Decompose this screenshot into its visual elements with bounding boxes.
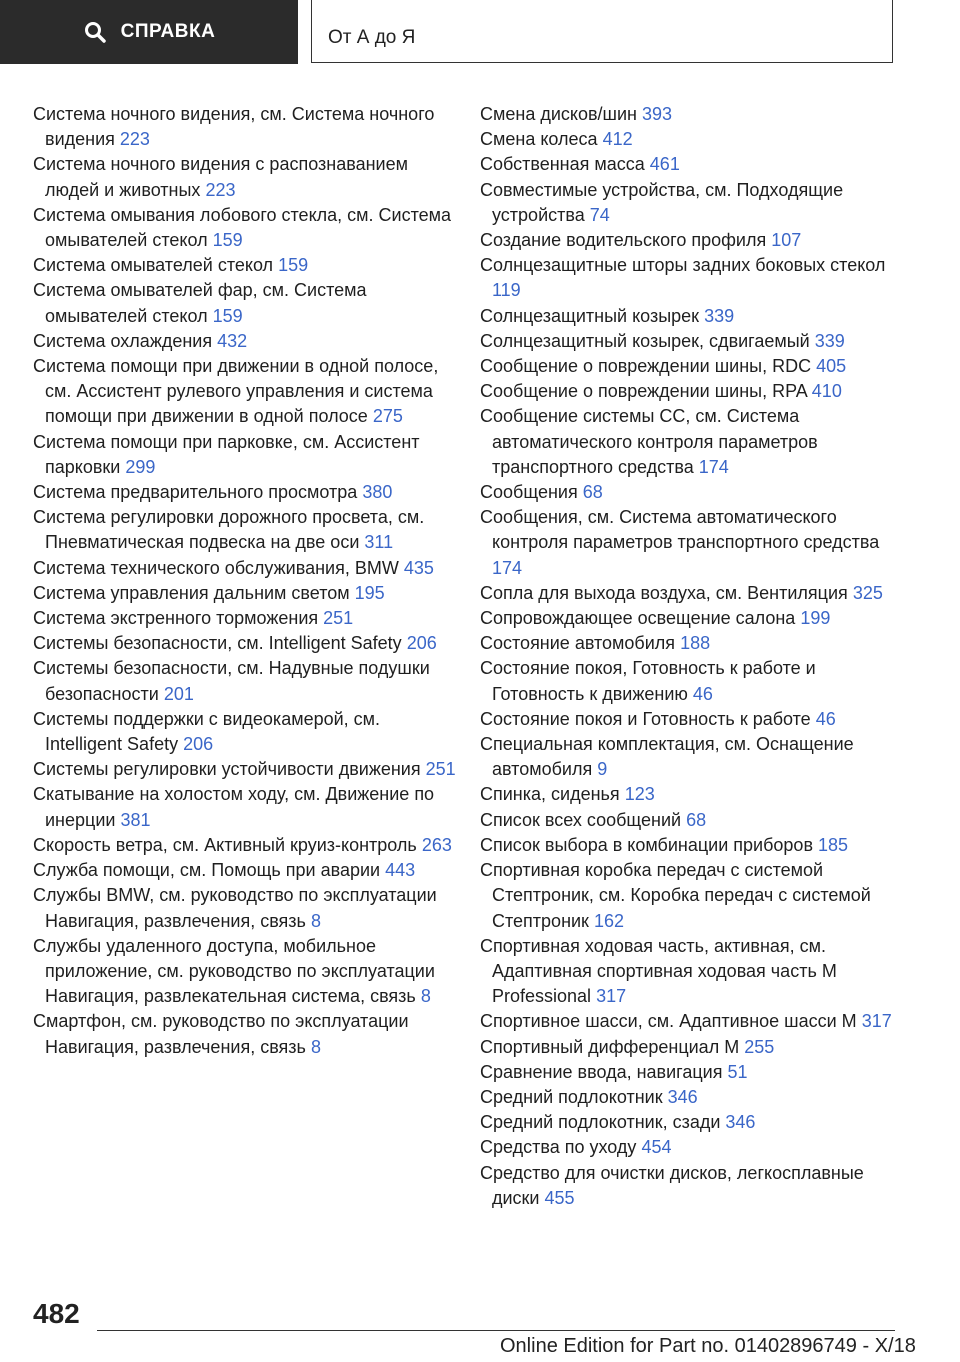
- index-entry: [33, 329, 461, 354]
- search-icon: [83, 20, 107, 44]
- index-entry-text: Список выбора в комбинации приборов: [480, 834, 814, 855]
- index-entry-text: Создание водительского профиля: [480, 230, 767, 251]
- index-entry-text: Совместимые устройства, см. Подходящие устройства: [480, 179, 844, 225]
- index-entry: [480, 934, 900, 1010]
- page-link[interactable]: 223: [119, 129, 150, 150]
- page-link[interactable]: 206: [183, 734, 214, 755]
- page-link[interactable]: 410: [811, 381, 842, 402]
- index-entry-text: Система ночного видения, см. Система ночного видения: [33, 104, 435, 150]
- page-link[interactable]: 251: [323, 608, 354, 629]
- index-entry: [33, 430, 461, 480]
- index-entry-text: Служба помощи, см. Помощь при аварии: [33, 860, 381, 881]
- page-link[interactable]: 185: [818, 834, 849, 855]
- index-entry: [480, 631, 900, 656]
- page-link[interactable]: 380: [362, 482, 393, 503]
- index-entry: [33, 833, 461, 858]
- page-link[interactable]: 206: [406, 633, 437, 654]
- index-entry: [33, 656, 461, 706]
- index-entry-text: Система предварительного просмотра: [33, 482, 358, 503]
- index-entry-text: Системы безопасности, см. Intelligent Safety: [33, 633, 402, 654]
- index-entry-text: Солнцезащитные шторы задних боковых стекол: [480, 255, 886, 276]
- index-entry: [480, 329, 900, 354]
- index-entry: [33, 1009, 461, 1059]
- index-entry-text: Системы безопасности, см. Надувные подушки безопасности: [33, 658, 430, 704]
- index-entry: [33, 102, 461, 152]
- page-link[interactable]: 195: [354, 582, 385, 603]
- index-entry: [480, 127, 900, 152]
- index-entry: [33, 556, 461, 581]
- page-link[interactable]: 162: [593, 910, 624, 931]
- index-entry-text: Система омывателей фар, см. Система омывателей стекол: [33, 280, 367, 326]
- index-entry: [33, 253, 461, 278]
- index-entry: [33, 757, 461, 782]
- index-entry: [33, 631, 461, 656]
- index-entry: [480, 404, 900, 480]
- index-entry-text: Скатывание на холостом ходу, см. Движение по инерции: [33, 784, 435, 830]
- page-link[interactable]: 9: [597, 759, 608, 780]
- page-link[interactable]: 405: [816, 356, 847, 377]
- index-entry: [480, 833, 900, 858]
- index-entry-text: Смена дисков/шин: [480, 104, 637, 124]
- index-entry-text: Солнцезащитный козырек: [480, 305, 700, 326]
- index-entry-text: Солнцезащитный козырек, сдвигаемый: [480, 330, 810, 351]
- index-entry: [480, 732, 900, 782]
- index-entry: [480, 505, 900, 581]
- page-link[interactable]: 123: [624, 784, 655, 805]
- index-entry: [480, 152, 900, 177]
- page-link[interactable]: 159: [212, 230, 243, 251]
- index-entry: [480, 1085, 900, 1110]
- index-entry-text: Средство для очистки дисков, легкосплавные диски: [480, 1162, 864, 1208]
- index-entry-text: Состояние покоя и Готовность к работе: [480, 708, 811, 729]
- page-link[interactable]: 311: [364, 532, 394, 553]
- page-link[interactable]: 68: [582, 482, 603, 503]
- index-column-left: [33, 102, 461, 1060]
- index-column-right: [480, 102, 900, 1211]
- index-entry-text: Состояние покоя, Готовность к работе и Готовность к движению: [480, 658, 816, 704]
- index-entry: [33, 505, 461, 555]
- page-link[interactable]: 317: [861, 1011, 892, 1032]
- index-entry: [33, 707, 461, 757]
- index-entry: [480, 606, 900, 631]
- top-bar: [0, 0, 960, 66]
- index-entry-text: Спортивная ходовая часть, активная, см. Адаптивная спортивная ходовая часть M Professional: [480, 935, 837, 1007]
- index-entry: [480, 782, 900, 807]
- page-link[interactable]: 435: [403, 557, 434, 578]
- index-entry-text: Сообщения: [480, 482, 578, 503]
- index-entry-text: Средства по уходу: [480, 1137, 637, 1158]
- page-link[interactable]: 107: [771, 230, 802, 251]
- footer-edition: Online Edition for Part no. 01402896749 - X/18: [500, 1335, 916, 1357]
- index-entry: [480, 480, 900, 505]
- index-entry: [33, 883, 461, 933]
- page-link[interactable]: 159: [212, 305, 243, 326]
- index-entry: [33, 782, 461, 832]
- breadcrumb[interactable]: [311, 0, 893, 63]
- index-entry-text: Спинка, сиденья: [480, 784, 620, 805]
- index-entry-text: Список всех сообщений: [480, 809, 682, 830]
- page-link[interactable]: 8: [420, 986, 431, 1007]
- page-link[interactable]: 381: [120, 809, 151, 830]
- page-link[interactable]: 201: [163, 683, 194, 704]
- index-entry-text: Система охлаждения: [33, 330, 213, 351]
- index-entry-text: Система технического обслуживания, BMW: [33, 557, 399, 578]
- index-entry: [480, 102, 900, 127]
- page-link[interactable]: 393: [642, 104, 673, 124]
- page-link[interactable]: 346: [725, 1112, 756, 1133]
- page-link[interactable]: 461: [649, 154, 680, 175]
- index-entry: [480, 228, 900, 253]
- index-entry-text: Сообщения, см. Система автоматического контроля параметров транспортного средства: [480, 507, 880, 553]
- index-entry-text: Спортивная коробка передач с системой Стептроник, см. Коробка передач с системой Стептроник: [480, 860, 871, 931]
- page-link[interactable]: 174: [492, 557, 523, 578]
- page-link[interactable]: 8: [310, 1036, 321, 1057]
- index-entry-text: Система регулировки дорожного просвета, см. Пневматическая подвеска на две оси: [33, 507, 425, 553]
- index-entry-text: Система ночного видения с распознаванием людей и животных: [33, 154, 408, 200]
- page-link[interactable]: 188: [680, 633, 711, 654]
- page-link[interactable]: 346: [667, 1086, 698, 1107]
- index-entry-text: Система экстренного торможения: [33, 608, 319, 629]
- page-link[interactable]: 199: [800, 608, 831, 629]
- index-entry-text: Скорость ветра, см. Активный круиз-контроль: [33, 834, 417, 855]
- index-entry-text: Сравнение ввода, навигация: [480, 1061, 723, 1082]
- page-link[interactable]: 454: [641, 1137, 672, 1158]
- help-tab[interactable]: [0, 0, 298, 64]
- index-entry-text: Сообщение системы CC, см. Система автоматического контроля параметров транспортного средства: [480, 406, 818, 477]
- page-link[interactable]: 339: [814, 330, 845, 351]
- index-entry: [33, 354, 461, 430]
- index-entry-text: Собственная масса: [480, 154, 645, 175]
- page-link[interactable]: 74: [589, 204, 610, 225]
- index-entry: [33, 480, 461, 505]
- index-entry-text: Система помощи при парковке, см. Ассистент парковки: [33, 431, 420, 477]
- index-entry: [480, 581, 900, 606]
- index-entry-text: Службы BMW, см. руководство по эксплуатации Навигация, развлечения, связь: [33, 885, 437, 931]
- footer-divider: [97, 1330, 895, 1331]
- index-entry-text: Средний подлокотник, сзади: [480, 1112, 721, 1133]
- page-link[interactable]: 159: [278, 255, 309, 276]
- index-entry-text: Состояние автомобиля: [480, 633, 676, 654]
- index-entry-text: Смена колеса: [480, 129, 598, 150]
- page-link[interactable]: 119: [492, 280, 521, 301]
- page-link[interactable]: 299: [125, 456, 156, 477]
- index-entry: [480, 354, 900, 379]
- index-entry-text: Смартфон, см. руководство по эксплуатации Навигация, развлечения, связь: [33, 1011, 409, 1057]
- breadcrumb-label: От А до Я: [328, 27, 416, 48]
- index-entry-text: Спортивный дифференциал M: [480, 1036, 740, 1057]
- index-entry: [33, 581, 461, 606]
- page-link[interactable]: 317: [596, 986, 627, 1007]
- index-entry: [480, 1135, 900, 1160]
- index-entry-text: Система омывания лобового стекла, см. Система омывателей стекол: [33, 204, 452, 251]
- index-entry: [33, 606, 461, 631]
- page-link[interactable]: 51: [727, 1061, 748, 1082]
- index-entry-text: Сопла для выхода воздуха, см. Вентиляция: [480, 582, 848, 603]
- index-entry: [480, 1161, 900, 1211]
- index-entry: [480, 304, 900, 329]
- index-entry: [480, 1060, 900, 1085]
- index-entry-text: Сообщение о повреждении шины, RPA: [480, 381, 807, 402]
- page-link[interactable]: 275: [372, 406, 403, 427]
- page-link[interactable]: 339: [704, 305, 735, 326]
- page-link[interactable]: 251: [425, 759, 456, 780]
- page-link[interactable]: 325: [852, 582, 883, 603]
- index-entry-text: Специальная комплектация, см. Оснащение автомобиля: [480, 734, 854, 780]
- index-entry-text: Службы удаленного доступа, мобильное приложение, см. руководство по эксплуатации Навигация, развлекательная система, связь: [33, 935, 435, 1007]
- index-entry-text: Сообщение о повреждении шины, RDC: [480, 356, 812, 377]
- index-entry: [480, 253, 900, 303]
- page-link[interactable]: 223: [205, 179, 236, 200]
- index-entry: [480, 707, 900, 732]
- page-link[interactable]: 68: [686, 809, 707, 830]
- page-link[interactable]: 412: [602, 129, 633, 150]
- page-link[interactable]: 46: [815, 708, 836, 729]
- index-entry: [480, 379, 900, 404]
- page-link[interactable]: 455: [544, 1187, 575, 1208]
- page-link[interactable]: 46: [692, 683, 713, 704]
- index-entry: [33, 203, 461, 253]
- index-entry: [33, 934, 461, 1010]
- page-number: 482: [33, 1298, 80, 1329]
- index-entry: [480, 656, 900, 706]
- index-entry: [480, 1035, 900, 1060]
- page-link[interactable]: 263: [421, 834, 452, 855]
- index-entry-text: Спортивное шасси, см. Адаптивное шасси M: [480, 1011, 857, 1032]
- index-entry: [33, 278, 461, 328]
- index-entry: [480, 808, 900, 833]
- page-link[interactable]: 432: [217, 330, 248, 351]
- index-entry-text: Системы поддержки с видеокамерой, см. Intelligent Safety: [33, 708, 381, 755]
- page-link[interactable]: 174: [698, 456, 729, 477]
- index-entry: [33, 858, 461, 883]
- index-entry-text: Сопровождающее освещение салона: [480, 608, 796, 629]
- index-entry-text: Система помощи при движении в одной полосе, см. Ассистент рулевого управления и система помощи при движении в одной полосе: [33, 356, 439, 427]
- index-entry-text: Системы регулировки устойчивости движения: [33, 759, 421, 780]
- index-entry-text: Система омывателей стекол: [33, 255, 274, 276]
- index-entry: [33, 152, 461, 202]
- help-tab-label: СПРАВКА: [120, 21, 216, 42]
- page-link[interactable]: 255: [744, 1036, 775, 1057]
- index-entry: [480, 1009, 900, 1034]
- page-link[interactable]: 443: [385, 860, 416, 881]
- index-entry: [480, 858, 900, 934]
- index-entry: [480, 1110, 900, 1135]
- index-entry: [480, 178, 900, 228]
- index-entry-text: Система управления дальним светом: [33, 582, 350, 603]
- page-link[interactable]: 8: [310, 910, 321, 931]
- index-entry-text: Средний подлокотник: [480, 1086, 663, 1107]
